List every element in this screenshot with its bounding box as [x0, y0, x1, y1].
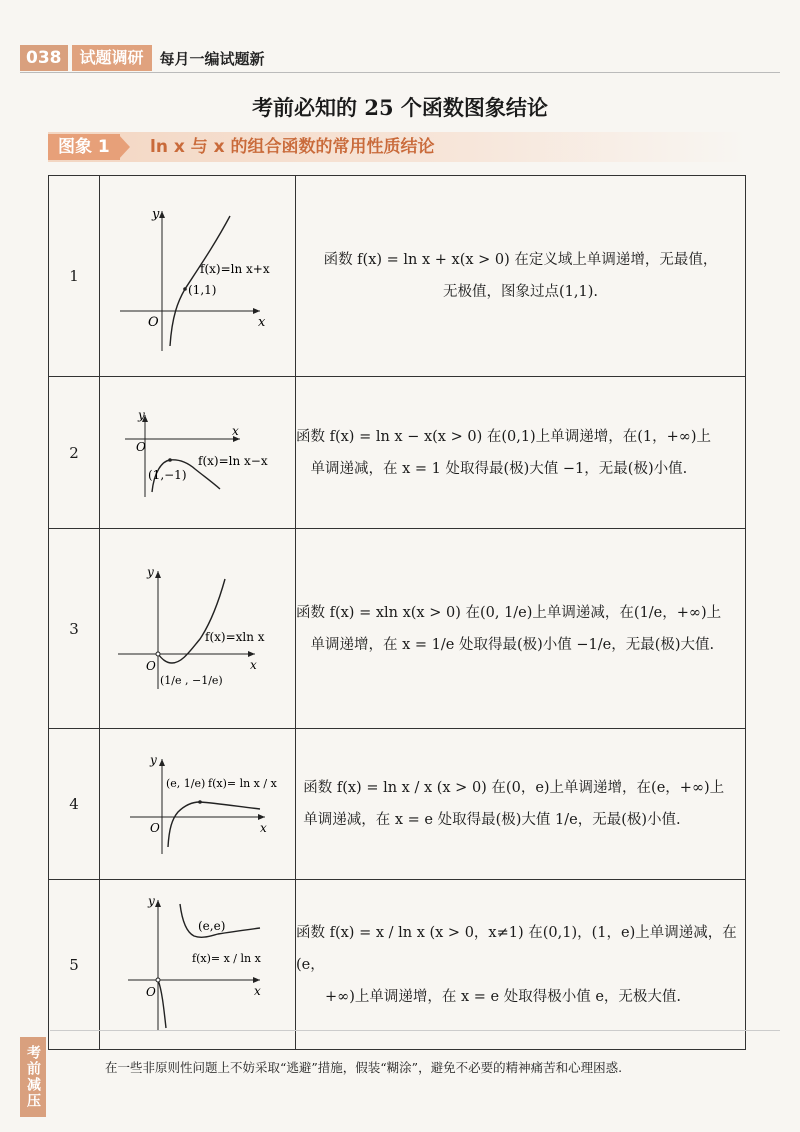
table-row — [49, 529, 746, 729]
conclusion-line: 函数 f(x) = ln x + x(x > 0) 在定义域上单调递增，无最值， — [323, 252, 718, 268]
y-axis-label: y — [138, 408, 145, 422]
column-motto: 每月一编试题新 — [159, 49, 265, 68]
point-label: (1,1) — [188, 283, 217, 297]
x-axis-label: x — [260, 821, 267, 835]
y-axis-label: y — [150, 753, 157, 767]
conclusion-text — [296, 880, 746, 1050]
table-row — [49, 880, 746, 1050]
conclusion-line: 函数 f(x) = xln x(x > 0) 在(0, 1/e)上单调递减，在(1/e，+∞)上 — [296, 604, 722, 621]
point-label: (1,−1) — [148, 468, 187, 482]
function-label: f(x)=ln x−x — [198, 454, 268, 468]
function-label: f(x)=ln x+x — [200, 262, 270, 276]
graph-cell — [100, 529, 296, 729]
conclusion-line: 函数 f(x) = ln x − x(x > 0) 在(0,1)上单调递增，在(1，+∞)上 — [296, 428, 711, 445]
table-row — [49, 176, 746, 377]
y-axis-label: y — [152, 207, 160, 222]
point-label: (e, 1/e) — [166, 777, 206, 790]
point-label: (1/e , −1/e) — [160, 674, 223, 687]
header-divider — [20, 72, 780, 73]
graph-x-ln-x — [100, 529, 295, 724]
x-axis-label: x — [250, 658, 257, 672]
row-number: 1 — [49, 176, 100, 377]
table-row — [49, 729, 746, 880]
page-number: 038 — [20, 45, 68, 71]
side-tab: 考前减压 — [20, 1037, 46, 1117]
graph-ln-x-minus-x — [100, 377, 295, 524]
origin-label: O — [136, 440, 146, 454]
conclusion-text — [296, 176, 746, 377]
page-title: 考前必知的 25 个函数图象结论 — [252, 95, 548, 120]
graph-ln-x-plus-x — [100, 176, 295, 372]
conclusion-line: 函数 f(x) = x / ln x (x > 0，x≠1) 在(0,1)，(1，e)上单调递减，在(e， — [296, 924, 737, 973]
function-label: f(x)= ln x / x — [208, 777, 277, 790]
origin-label: O — [146, 659, 156, 673]
conclusion-line: +∞)上单调递增，在 x = e 处取得极小值 e，无极大值. — [325, 988, 682, 1005]
conclusion-table — [48, 175, 746, 1050]
row-number: 3 — [49, 529, 100, 729]
conclusion-line: 单调递增，在 x = 1/e 处取得最(极)小值 −1/e，无最(极)大值. — [310, 636, 715, 653]
origin-label: O — [148, 315, 159, 330]
y-axis-label: y — [147, 565, 154, 579]
conclusion-text — [296, 729, 746, 880]
origin-label: O — [150, 821, 160, 835]
table-row — [49, 377, 746, 529]
conclusion-text — [296, 529, 746, 729]
graph-cell — [100, 176, 296, 377]
graph-cell — [100, 729, 296, 880]
row-number: 2 — [49, 377, 100, 529]
graph-x-over-ln-x — [100, 880, 295, 1045]
origin-label: O — [146, 985, 156, 999]
point-label: (e,e) — [198, 919, 226, 933]
function-label: f(x)= x / ln x — [192, 952, 261, 965]
function-label: f(x)=xln x — [205, 630, 265, 644]
graph-ln-x-over-x — [100, 729, 295, 875]
column-tag: 试题调研 — [72, 45, 152, 71]
row-number: 5 — [49, 880, 100, 1050]
section-title: ln x 与 x 的组合函数的常用性质结论 — [150, 137, 435, 157]
tip-divider — [50, 1030, 780, 1031]
row-number: 4 — [49, 729, 100, 880]
graph-cell — [100, 377, 296, 529]
x-axis-label: x — [254, 984, 261, 998]
x-axis-label: x — [258, 315, 266, 330]
conclusion-line: 无极值，图象过点(1,1). — [443, 284, 598, 300]
conclusion-line: 函数 f(x) = ln x / x (x > 0) 在(0，e)上单调递增，在(e，+∞)上 — [303, 780, 725, 796]
y-axis-label: y — [148, 894, 155, 908]
page-header — [20, 44, 265, 72]
tip-text: 在一些非原则性问题上不妨采取“逃避”措施，假装“糊涂”，避免不必要的精神痛苦和心理困惑. — [105, 1060, 623, 1075]
section-arrow-icon — [118, 134, 130, 160]
conclusion-text — [296, 377, 746, 529]
section-label: 图象 1 — [48, 134, 120, 160]
conclusion-line: 单调递减，在 x = e 处取得最(极)大值 1/e，无最(极)小值. — [303, 812, 681, 828]
graph-cell — [100, 880, 296, 1050]
x-axis-label: x — [232, 424, 239, 438]
conclusion-line: 单调递减，在 x = 1 处取得最(极)大值 −1，无最(极)小值. — [310, 460, 688, 477]
